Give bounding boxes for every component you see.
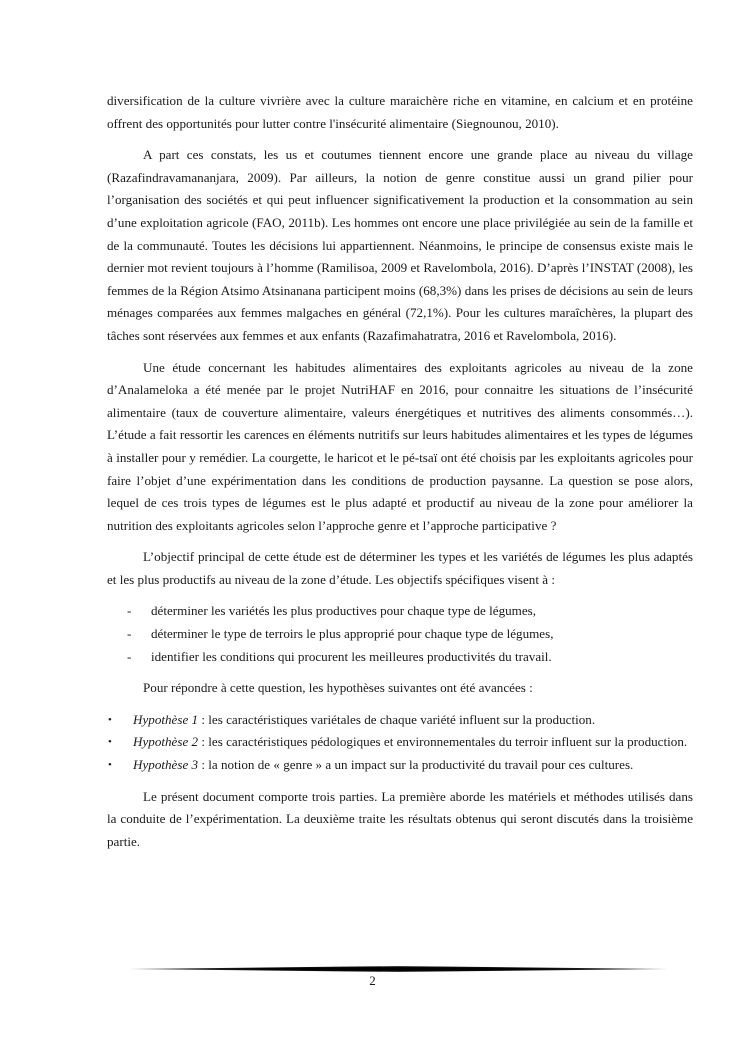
paragraph-diversification: diversification de la culture vivrière avec la culture maraichère riche en vitamine, en calcium et en protéine offrent des opportunités pour lutter contre l'insécurité alimentaire (Siegnounou, 2010). bbox=[107, 93, 693, 131]
objective-text: déterminer les variétés les plus productives pour chaque type de légumes, bbox=[151, 603, 537, 619]
list-item bbox=[107, 646, 693, 669]
document-body bbox=[107, 90, 693, 862]
hypothesis-text: : les caractéristiques pédologiques et environnementales du terroir influent sur la production. bbox=[198, 734, 688, 750]
hypothesis-label: Hypothèse 3 bbox=[133, 757, 199, 773]
bullet-icon: • bbox=[108, 713, 112, 726]
paragraph-nutrihaf-study: Une étude concernant les habitudes alimentaires des exploitants agricoles au niveau de la zone d’Analameloka a été menée par le projet NutriHAF en 2016, pour connaitre les situations de l’insécurité alimentaire (taux de couverture alimentaire, valeurs énergétiques et nutritives des aliments consommés…). L’étude a fait ressortir les carences en éléments nutritifs sur leurs habitudes alimentaires et les types de légumes à installer pour y remédier. La courgette, le haricot et le pé-tsaï ont été choisis par les exploitants agricoles pour faire l’objet d’une expérimentation dans les conditions de production paysanne. La question se pose alors, lequel de ces trois types de légumes est le plus adapté et productif au niveau de la zone pour améliorer la nutrition des exploitants agricoles selon l’approche genre et l’approche participative ? bbox=[107, 359, 693, 533]
paragraph-customs-gender: A part ces constats, les us et coutumes tiennent encore une grande place au niveau du village (Razafindravamananjara, 2009). Par ailleurs, la notion de genre constitue aussi un grand pilier pour l’organisation des sociétés et qui peut influencer significativement la production et la consommation au sein d’une exploitation agricole (FAO, 2011b). Les hommes ont encore une place privilégiée au sein de la famille et de la communauté. Toutes les décisions lui appartiennent. Néanmoins, le principe de consensus existe mais le dernier mot revient toujours à l’homme (Ramilisoa, 2009 et Ravelombola, 2016). D’après l’INSTAT (2008), les femmes de la Région Atsimo Atsinanana participent moins (68,3%) dans les prises de décisions au sein de leurs ménages comparées aux femmes malgaches en général (72,1%). Pour les cultures maraîchères, la plupart des tâches sont réservées aux femmes et aux enfants (Razafimahatratra, 2016 et Ravelombola, 2016). bbox=[107, 147, 693, 343]
dash-marker: - bbox=[127, 603, 132, 619]
paragraph-hypotheses-intro: Pour répondre à cette question, les hypothèses suivantes ont été avancées : bbox=[143, 680, 533, 696]
list-item bbox=[107, 754, 693, 777]
list-item bbox=[107, 623, 693, 646]
hypothesis-label: Hypothèse 2 bbox=[133, 734, 199, 750]
paragraph-objectives-intro: L’objectif principal de cette étude est de déterminer les types et les variétés de légumes les plus adaptés et les plus productifs au niveau de la zone d’étude. Les objectifs spécifiques visent à : bbox=[107, 549, 693, 587]
hypothesis-text: : les caractéristiques variétales de chaque variété influent sur la production. bbox=[198, 711, 596, 727]
objectives-list bbox=[107, 600, 693, 668]
dash-marker: - bbox=[127, 648, 132, 664]
bullet-icon: • bbox=[108, 759, 112, 772]
dash-marker: - bbox=[127, 626, 132, 642]
paragraph-document-structure: Le présent document comporte trois parties. La première aborde les matériels et méthodes utilisés dans la conduite de l’expérimentation. La deuxième traite les résultats obtenus qui seront discutés dans la troisième partie. bbox=[107, 788, 693, 849]
list-item bbox=[107, 709, 693, 732]
objective-text: déterminer le type de terroirs le plus approprié pour chaque type de légumes, bbox=[151, 626, 554, 642]
list-item bbox=[107, 600, 693, 623]
footer-divider bbox=[128, 966, 668, 972]
page-number: 2 bbox=[369, 973, 376, 988]
objective-text: identifier les conditions qui procurent les meilleures productivités du travail. bbox=[151, 648, 552, 664]
hypothesis-text: : la notion de « genre » a un impact sur la productivité du travail pour ces cultures. bbox=[198, 757, 634, 773]
bullet-icon: • bbox=[108, 736, 112, 749]
hypothesis-label: Hypothèse 1 bbox=[133, 711, 199, 727]
list-item bbox=[107, 731, 693, 754]
hypotheses-list bbox=[107, 709, 693, 777]
